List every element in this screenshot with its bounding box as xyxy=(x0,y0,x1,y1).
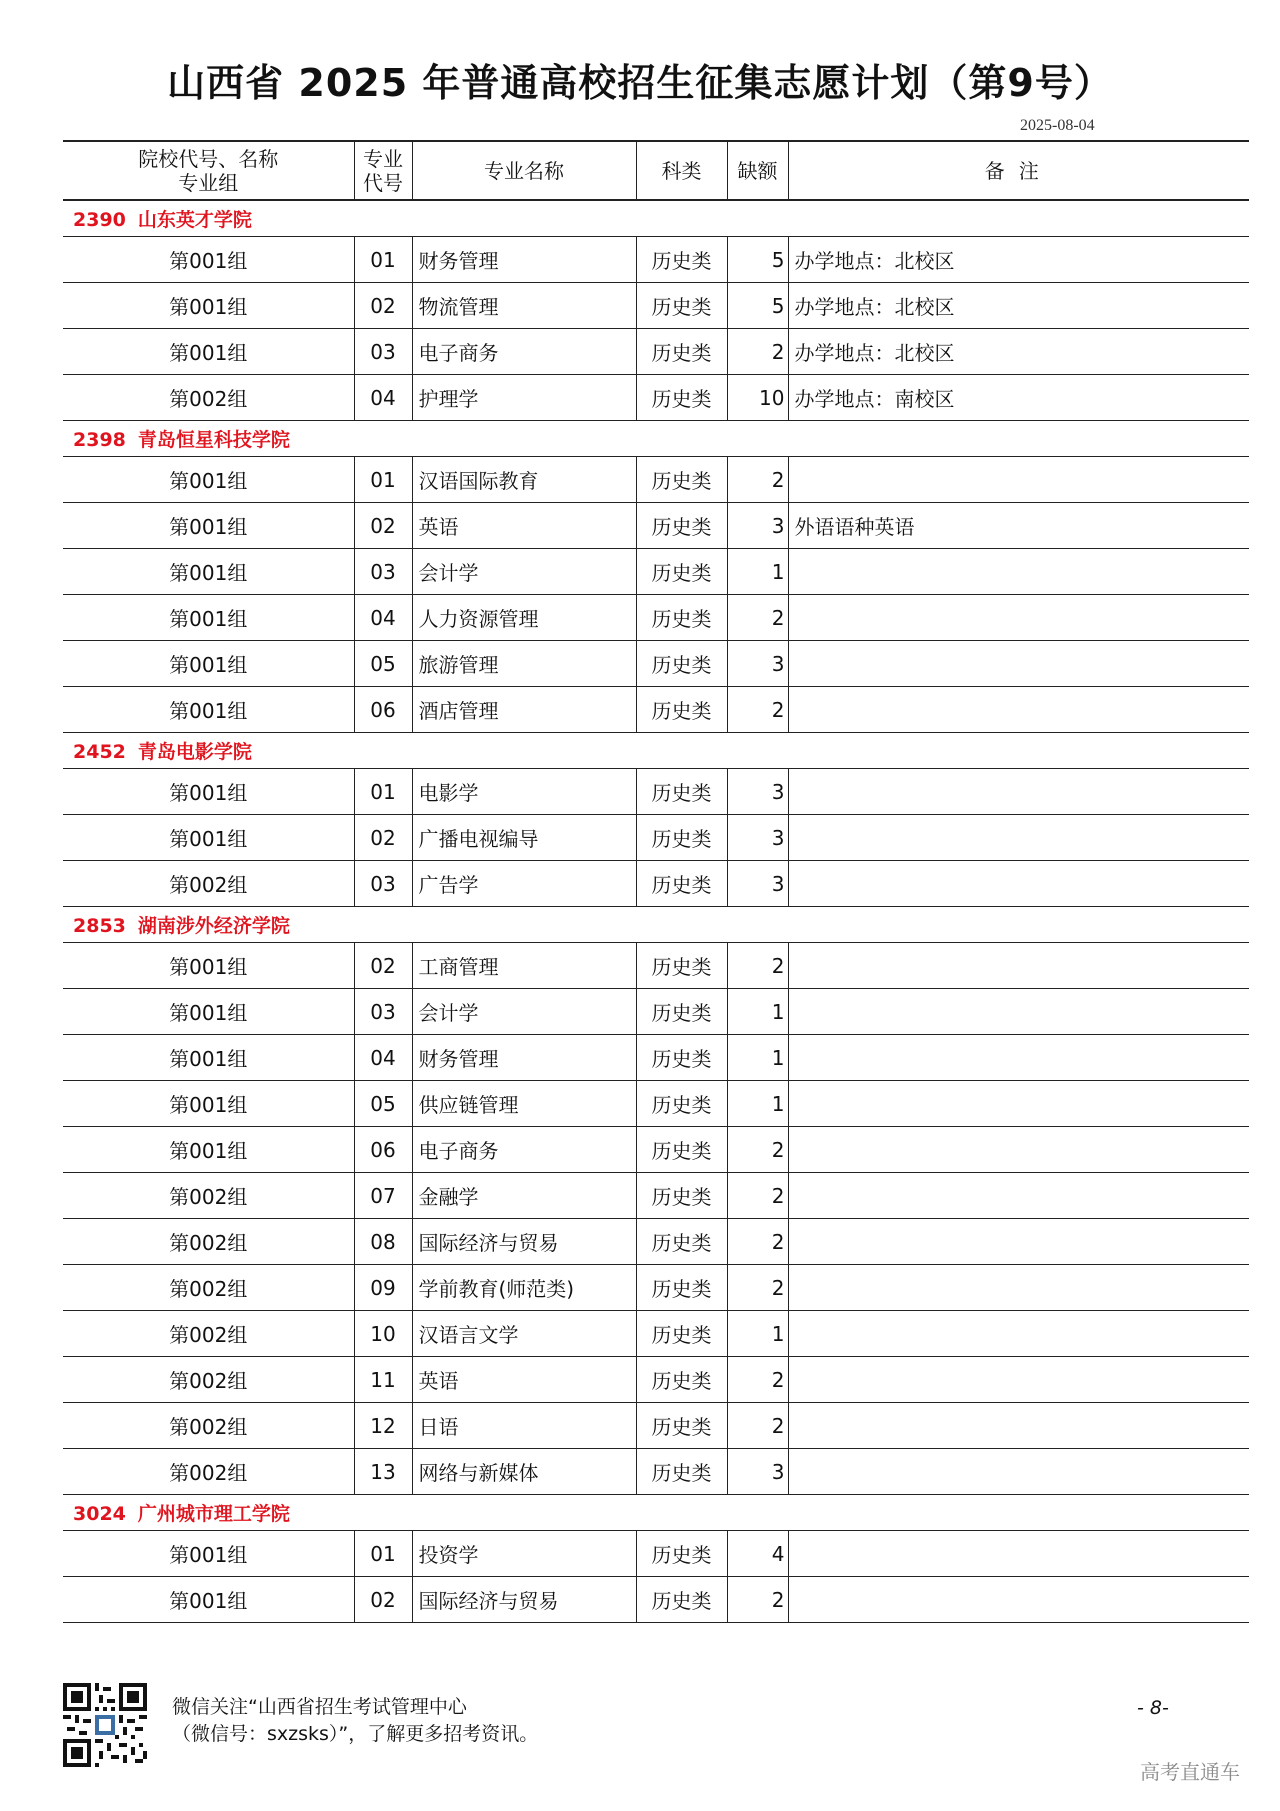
note-cell: 办学地点：北校区 xyxy=(788,283,1249,329)
major-code-cell: 13 xyxy=(354,1449,412,1495)
table-row xyxy=(63,1173,1249,1219)
note-cell xyxy=(788,1531,1249,1577)
table-row xyxy=(63,329,1249,375)
category-cell: 历史类 xyxy=(636,1173,727,1219)
major-name-cell: 供应链管理 xyxy=(412,1081,636,1127)
major-code-cell: 12 xyxy=(354,1403,412,1449)
note-cell: 办学地点：北校区 xyxy=(788,329,1249,375)
quota-cell: 2 xyxy=(727,1265,788,1311)
major-code-cell: 02 xyxy=(354,283,412,329)
major-code-cell: 01 xyxy=(354,769,412,815)
note-cell xyxy=(788,1311,1249,1357)
major-name-cell: 广播电视编导 xyxy=(412,815,636,861)
table-row xyxy=(63,595,1249,641)
major-code-cell: 11 xyxy=(354,1357,412,1403)
table-row xyxy=(63,1127,1249,1173)
major-code-cell: 03 xyxy=(354,861,412,907)
page-number: - 8- xyxy=(1137,1697,1169,1719)
major-code-cell: 06 xyxy=(354,687,412,733)
header-major-name: 专业名称 xyxy=(412,141,636,200)
major-name-cell: 投资学 xyxy=(412,1531,636,1577)
major-code-cell: 07 xyxy=(354,1173,412,1219)
major-code-cell: 03 xyxy=(354,549,412,595)
table-row xyxy=(63,375,1249,421)
note-cell xyxy=(788,1357,1249,1403)
category-cell: 历史类 xyxy=(636,1357,727,1403)
category-cell: 历史类 xyxy=(636,1311,727,1357)
quota-cell: 3 xyxy=(727,769,788,815)
quota-cell: 3 xyxy=(727,641,788,687)
category-cell: 历史类 xyxy=(636,1449,727,1495)
group-cell: 第001组 xyxy=(63,1127,354,1173)
category-cell: 历史类 xyxy=(636,687,727,733)
category-cell: 历史类 xyxy=(636,1035,727,1081)
major-name-cell: 电影学 xyxy=(412,769,636,815)
group-cell: 第001组 xyxy=(63,1035,354,1081)
group-cell: 第001组 xyxy=(63,687,354,733)
major-code-cell: 01 xyxy=(354,1531,412,1577)
table-row xyxy=(63,457,1249,503)
school-code: 3024 xyxy=(73,1503,126,1525)
major-name-cell: 网络与新媒体 xyxy=(412,1449,636,1495)
school-name: 青岛恒星科技学院 xyxy=(137,429,290,451)
quota-cell: 4 xyxy=(727,1531,788,1577)
major-name-cell: 日语 xyxy=(412,1403,636,1449)
quota-cell: 10 xyxy=(727,375,788,421)
note-cell xyxy=(788,641,1249,687)
table-row xyxy=(63,1081,1249,1127)
group-cell: 第001组 xyxy=(63,989,354,1035)
category-cell: 历史类 xyxy=(636,595,727,641)
major-code-cell: 02 xyxy=(354,943,412,989)
header-major-code xyxy=(354,141,412,200)
header-school-line2: 专业组 xyxy=(178,170,239,195)
group-cell: 第001组 xyxy=(63,641,354,687)
quota-cell: 1 xyxy=(727,989,788,1035)
major-code-cell: 01 xyxy=(354,237,412,283)
note-cell xyxy=(788,1449,1249,1495)
quota-cell: 5 xyxy=(727,283,788,329)
table-row xyxy=(63,641,1249,687)
major-name-cell: 物流管理 xyxy=(412,283,636,329)
watermark: 高考直通车 xyxy=(1140,1760,1240,1784)
school-name: 山东英才学院 xyxy=(137,209,252,231)
note-cell xyxy=(788,1219,1249,1265)
group-cell: 第002组 xyxy=(63,1357,354,1403)
quota-cell: 1 xyxy=(727,1081,788,1127)
major-code-cell: 08 xyxy=(354,1219,412,1265)
header-quota: 缺额 xyxy=(727,141,788,200)
school-header-row xyxy=(63,421,1249,457)
note-cell xyxy=(788,989,1249,1035)
category-cell: 历史类 xyxy=(636,1403,727,1449)
group-cell: 第001组 xyxy=(63,815,354,861)
table-header-row xyxy=(63,141,1249,200)
major-code-cell: 10 xyxy=(354,1311,412,1357)
major-name-cell: 护理学 xyxy=(412,375,636,421)
school-name: 湖南涉外经济学院 xyxy=(137,915,290,937)
quota-cell: 1 xyxy=(727,1035,788,1081)
group-cell: 第001组 xyxy=(63,1531,354,1577)
header-category: 科类 xyxy=(636,141,727,200)
major-name-cell: 电子商务 xyxy=(412,329,636,375)
table-row xyxy=(63,1577,1249,1623)
category-cell: 历史类 xyxy=(636,769,727,815)
category-cell: 历史类 xyxy=(636,1219,727,1265)
category-cell: 历史类 xyxy=(636,1127,727,1173)
category-cell: 历史类 xyxy=(636,329,727,375)
group-cell: 第001组 xyxy=(63,943,354,989)
group-cell: 第001组 xyxy=(63,283,354,329)
major-name-cell: 人力资源管理 xyxy=(412,595,636,641)
table-body xyxy=(63,200,1249,1623)
major-name-cell: 财务管理 xyxy=(412,1035,636,1081)
note-cell xyxy=(788,1035,1249,1081)
quota-cell: 1 xyxy=(727,1311,788,1357)
table-row xyxy=(63,1531,1249,1577)
category-cell: 历史类 xyxy=(636,237,727,283)
note-cell xyxy=(788,687,1249,733)
major-code-cell: 01 xyxy=(354,457,412,503)
note-cell xyxy=(788,943,1249,989)
table-row xyxy=(63,1035,1249,1081)
school-header-row xyxy=(63,733,1249,769)
note-cell xyxy=(788,1173,1249,1219)
group-cell: 第002组 xyxy=(63,1173,354,1219)
group-cell: 第001组 xyxy=(63,549,354,595)
group-cell: 第002组 xyxy=(63,1403,354,1449)
category-cell: 历史类 xyxy=(636,641,727,687)
school-title xyxy=(63,1495,1249,1531)
major-name-cell: 汉语国际教育 xyxy=(412,457,636,503)
note-cell xyxy=(788,769,1249,815)
quota-cell: 2 xyxy=(727,1577,788,1623)
table-row xyxy=(63,1403,1249,1449)
major-code-cell: 02 xyxy=(354,1577,412,1623)
major-code-cell: 02 xyxy=(354,503,412,549)
major-name-cell: 财务管理 xyxy=(412,237,636,283)
table-row xyxy=(63,1265,1249,1311)
header-school-group xyxy=(63,141,354,200)
group-cell: 第001组 xyxy=(63,503,354,549)
category-cell: 历史类 xyxy=(636,457,727,503)
school-title xyxy=(63,733,1249,769)
note-cell xyxy=(788,861,1249,907)
group-cell: 第002组 xyxy=(63,1265,354,1311)
group-cell: 第001组 xyxy=(63,329,354,375)
major-code-cell: 03 xyxy=(354,989,412,1035)
table-row xyxy=(63,1449,1249,1495)
major-name-cell: 英语 xyxy=(412,1357,636,1403)
school-header-row xyxy=(63,200,1249,237)
school-header-row xyxy=(63,907,1249,943)
category-cell: 历史类 xyxy=(636,861,727,907)
major-name-cell: 金融学 xyxy=(412,1173,636,1219)
school-code: 2398 xyxy=(73,429,126,451)
note-cell xyxy=(788,457,1249,503)
major-name-cell: 学前教育(师范类) xyxy=(412,1265,636,1311)
note-cell xyxy=(788,1577,1249,1623)
table-row xyxy=(63,989,1249,1035)
quota-cell: 2 xyxy=(727,1173,788,1219)
group-cell: 第002组 xyxy=(63,375,354,421)
group-cell: 第001组 xyxy=(63,595,354,641)
note-cell xyxy=(788,1265,1249,1311)
table-row xyxy=(63,503,1249,549)
table-row xyxy=(63,1219,1249,1265)
quota-cell: 3 xyxy=(727,1449,788,1495)
header-note: 备注 xyxy=(788,141,1249,200)
group-cell: 第002组 xyxy=(63,1311,354,1357)
quota-cell: 2 xyxy=(727,595,788,641)
group-cell: 第001组 xyxy=(63,769,354,815)
category-cell: 历史类 xyxy=(636,375,727,421)
note-cell xyxy=(788,1081,1249,1127)
table-row xyxy=(63,1357,1249,1403)
quota-cell: 3 xyxy=(727,503,788,549)
note-cell: 办学地点：南校区 xyxy=(788,375,1249,421)
footer-line1: 微信关注“山西省招生考试管理中心 xyxy=(172,1696,467,1718)
group-cell: 第002组 xyxy=(63,1219,354,1265)
table-row xyxy=(63,1311,1249,1357)
school-title xyxy=(63,907,1249,943)
note-cell: 办学地点：北校区 xyxy=(788,237,1249,283)
category-cell: 历史类 xyxy=(636,815,727,861)
wechat-qr-code xyxy=(63,1683,147,1767)
major-code-cell: 06 xyxy=(354,1127,412,1173)
major-code-cell: 02 xyxy=(354,815,412,861)
major-name-cell: 旅游管理 xyxy=(412,641,636,687)
note-cell xyxy=(788,549,1249,595)
note-cell: 外语语种英语 xyxy=(788,503,1249,549)
header-code-line1: 专业 xyxy=(363,146,403,171)
school-title xyxy=(63,421,1249,457)
note-cell xyxy=(788,1403,1249,1449)
group-cell: 第001组 xyxy=(63,237,354,283)
quota-cell: 1 xyxy=(727,549,788,595)
major-name-cell: 汉语言文学 xyxy=(412,1311,636,1357)
table-row xyxy=(63,283,1249,329)
table-row xyxy=(63,237,1249,283)
quota-cell: 2 xyxy=(727,1127,788,1173)
quota-cell: 2 xyxy=(727,1403,788,1449)
school-code: 2390 xyxy=(73,209,126,231)
quota-cell: 5 xyxy=(727,237,788,283)
major-code-cell: 05 xyxy=(354,1081,412,1127)
major-name-cell: 工商管理 xyxy=(412,943,636,989)
category-cell: 历史类 xyxy=(636,989,727,1035)
major-name-cell: 电子商务 xyxy=(412,1127,636,1173)
major-name-cell: 会计学 xyxy=(412,989,636,1035)
school-title xyxy=(63,200,1249,237)
table-row xyxy=(63,687,1249,733)
category-cell: 历史类 xyxy=(636,549,727,595)
group-cell: 第001组 xyxy=(63,1081,354,1127)
quota-cell: 3 xyxy=(727,815,788,861)
category-cell: 历史类 xyxy=(636,1531,727,1577)
group-cell: 第002组 xyxy=(63,861,354,907)
major-name-cell: 国际经济与贸易 xyxy=(412,1219,636,1265)
school-header-row xyxy=(63,1495,1249,1531)
page-title: 山西省 2025 年普通高校招生征集志愿计划（第9号） xyxy=(167,61,1113,105)
major-name-cell: 酒店管理 xyxy=(412,687,636,733)
major-name-cell: 广告学 xyxy=(412,861,636,907)
category-cell: 历史类 xyxy=(636,1577,727,1623)
table-row xyxy=(63,815,1249,861)
group-cell: 第002组 xyxy=(63,1449,354,1495)
category-cell: 历史类 xyxy=(636,1081,727,1127)
table-row xyxy=(63,769,1249,815)
publish-date: 2025-08-04 xyxy=(1020,117,1095,134)
category-cell: 历史类 xyxy=(636,1265,727,1311)
quota-cell: 2 xyxy=(727,1357,788,1403)
major-code-cell: 04 xyxy=(354,375,412,421)
footer-wechat-notice xyxy=(172,1694,538,1748)
category-cell: 历史类 xyxy=(636,503,727,549)
school-name: 青岛电影学院 xyxy=(137,741,252,763)
school-name: 广州城市理工学院 xyxy=(137,1503,290,1525)
quota-cell: 2 xyxy=(727,457,788,503)
major-code-cell: 09 xyxy=(354,1265,412,1311)
group-cell: 第001组 xyxy=(63,1577,354,1623)
school-code: 2853 xyxy=(73,915,126,937)
footer-line2: （微信号：sxzsks）”，了解更多招考资讯。 xyxy=(172,1723,539,1745)
group-cell: 第001组 xyxy=(63,457,354,503)
major-code-cell: 03 xyxy=(354,329,412,375)
header-code-line2: 代号 xyxy=(363,170,403,195)
header-school-line1: 院校代号、名称 xyxy=(138,146,279,171)
major-code-cell: 05 xyxy=(354,641,412,687)
school-code: 2452 xyxy=(73,741,126,763)
major-name-cell: 英语 xyxy=(412,503,636,549)
major-code-cell: 04 xyxy=(354,1035,412,1081)
note-cell xyxy=(788,1127,1249,1173)
quota-cell: 2 xyxy=(727,329,788,375)
major-name-cell: 国际经济与贸易 xyxy=(412,1577,636,1623)
enrollment-plan-table xyxy=(63,140,1249,1623)
table-row xyxy=(63,861,1249,907)
quota-cell: 2 xyxy=(727,1219,788,1265)
note-cell xyxy=(788,815,1249,861)
category-cell: 历史类 xyxy=(636,943,727,989)
quota-cell: 2 xyxy=(727,687,788,733)
quota-cell: 3 xyxy=(727,861,788,907)
major-name-cell: 会计学 xyxy=(412,549,636,595)
note-cell xyxy=(788,595,1249,641)
table-row xyxy=(63,943,1249,989)
category-cell: 历史类 xyxy=(636,283,727,329)
major-code-cell: 04 xyxy=(354,595,412,641)
quota-cell: 2 xyxy=(727,943,788,989)
table-row xyxy=(63,549,1249,595)
